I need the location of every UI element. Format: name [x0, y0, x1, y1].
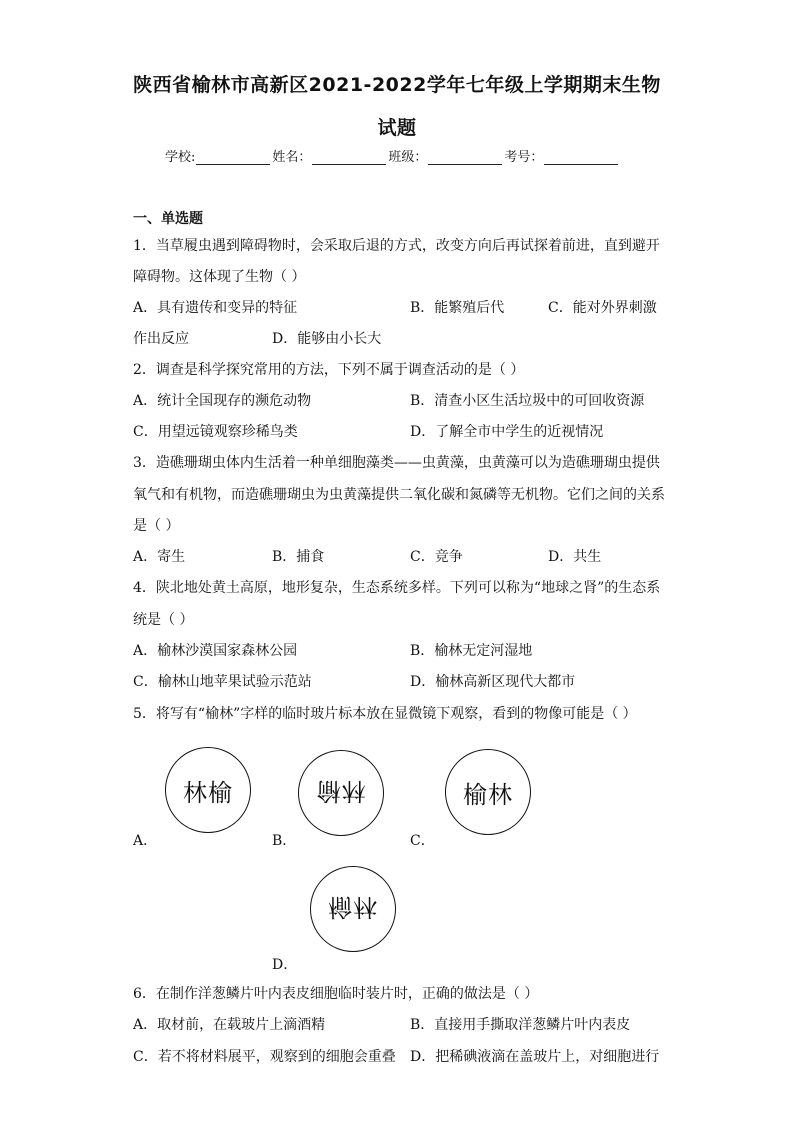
section-heading: 一、单选题 — [133, 211, 203, 227]
q4-option-d[interactable]: D．榆林高新区现代大都市 — [410, 674, 576, 690]
q4-stem-line1: 4．陕北地处黄土高原，地形复杂，生态系统多样。下列可以称为“地球之肾”的生态系 — [133, 580, 661, 596]
q3-option-c[interactable]: C．竞争 — [410, 549, 463, 565]
q5-option-c[interactable]: C． — [410, 833, 435, 849]
q6-option-c[interactable]: C．若不将材料展平，观察到的细胞会重叠 — [133, 1049, 396, 1065]
number-label: 考号： — [504, 150, 544, 165]
q3-stem-line1: 3．造礁珊瑚虫体内生活着一种单细胞藻类——虫黄藻，虫黄藻可以为造礁珊瑚虫提供 — [133, 455, 660, 471]
q1-stem-line2: 障碍物。这体现了生物（ ） — [133, 269, 306, 285]
q5-figure-d — [310, 866, 396, 952]
q3-option-d[interactable]: D．共生 — [548, 549, 602, 565]
q5-figure-c — [445, 749, 531, 835]
number-blank[interactable] — [544, 152, 618, 165]
q1-stem-line1: 1．当草履虫遇到障碍物时，会采取后退的方式，改变方向后再试探着前进，直到避开 — [133, 238, 660, 254]
q2-option-c[interactable]: C．用望远镜观察珍稀鸟类 — [133, 424, 298, 440]
q4-option-c[interactable]: C．榆林山地苹果试验示范站 — [133, 674, 312, 690]
q6-stem: 6．在制作洋葱鳞片叶内表皮细胞临时装片时，正确的做法是（ ） — [133, 986, 539, 1002]
q5-figure-d-glyphs: 榆林 — [328, 892, 378, 921]
exam-title-line1: 陕西省榆林市高新区2021-2022学年七年级上学期期末生物 — [133, 74, 661, 96]
q2-option-a[interactable]: A．统计全国现存的濒危动物 — [133, 393, 312, 409]
q5-figure-b-text: 林榆 — [316, 776, 366, 805]
q5-figure-a-text: 林榆 — [183, 778, 233, 807]
q5-option-a[interactable]: A． — [133, 833, 158, 849]
student-info-row — [165, 146, 635, 165]
q2-option-d[interactable]: D．了解全市中学生的近视情况 — [410, 424, 604, 440]
q2-option-b[interactable]: B．清查小区生活垃圾中的可回收资源 — [410, 393, 645, 409]
q5-figure-c-text: 榆林 — [463, 780, 513, 809]
q1-option-c-continued: 作出反应 — [133, 331, 189, 347]
q3-stem-line2: 氧气和有机物，而造礁珊瑚虫为虫黄藻提供二氧化碳和氮磷等无机物。它们之间的关系 — [133, 487, 665, 503]
q1-option-d[interactable]: D．能够由小长大 — [272, 331, 382, 347]
q5-figure-d-text — [328, 892, 378, 927]
q3-option-b[interactable]: B．捕食 — [272, 549, 325, 565]
q1-option-b[interactable]: B．能繁殖后代 — [410, 300, 505, 316]
q5-figure-a — [165, 747, 251, 833]
q4-option-a[interactable]: A．榆林沙漠国家森林公园 — [133, 643, 298, 659]
school-blank[interactable] — [196, 152, 270, 165]
q6-option-a[interactable]: A．取材前，在载玻片上滴酒精 — [133, 1017, 326, 1033]
q5-option-b[interactable]: B． — [272, 833, 297, 849]
name-label: 姓名： — [272, 150, 312, 165]
q5-option-d[interactable]: D． — [272, 957, 298, 973]
q6-option-d[interactable]: D．把稀碘液滴在盖玻片上，对细胞进行 — [410, 1049, 660, 1065]
q4-option-b[interactable]: B．榆林无定河湿地 — [410, 643, 533, 659]
q6-option-b[interactable]: B．直接用手撕取洋葱鳞片叶内表皮 — [410, 1017, 631, 1033]
q2-stem: 2．调查是科学探究常用的方法，下列不属于调查活动的是（ ） — [133, 362, 525, 378]
q3-stem-line3: 是（ ） — [133, 518, 180, 534]
school-label: 学校: — [165, 150, 196, 165]
name-blank[interactable] — [312, 152, 386, 165]
q1-option-a[interactable]: A．具有遗传和变异的特征 — [133, 300, 298, 316]
q1-option-c[interactable]: C．能对外界刺激 — [548, 300, 657, 316]
q5-figure-b — [298, 750, 384, 836]
exam-title-line2: 试题 — [377, 117, 417, 139]
q3-option-a[interactable]: A．寄生 — [133, 549, 186, 565]
class-label: 班级： — [388, 150, 428, 165]
q4-stem-line2: 统是（ ） — [133, 612, 194, 628]
class-blank[interactable] — [428, 152, 502, 165]
q5-stem: 5．将写有“榆林”字样的临时玻片标本放在显微镜下观察，看到的物像可能是（ ） — [133, 706, 637, 722]
